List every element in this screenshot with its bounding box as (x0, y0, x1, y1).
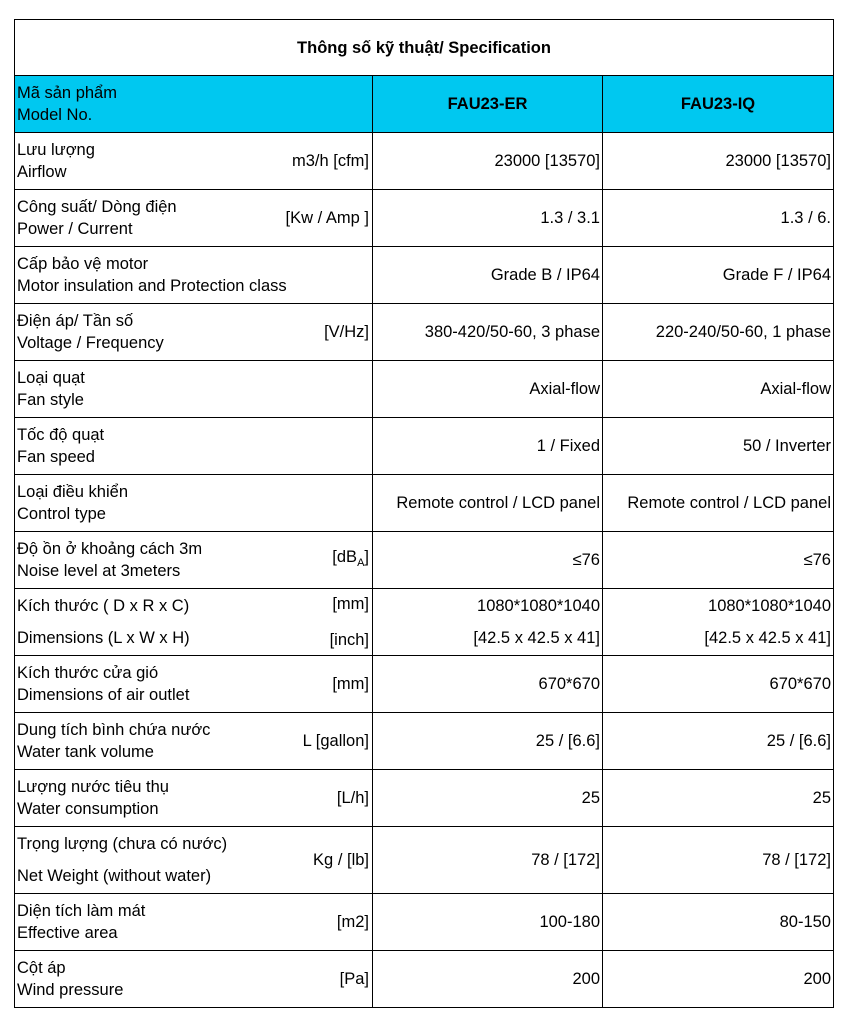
row-label (15, 475, 373, 532)
value-model-2: Axial-flow (603, 361, 834, 418)
row-label (15, 589, 373, 656)
label-vi: Loại quạt (17, 369, 85, 387)
table-row (15, 475, 834, 532)
label-en: Airflow (17, 163, 67, 181)
value-model-2: 25 (603, 770, 834, 827)
row-label (15, 656, 373, 713)
label-en: Water tank volume (17, 743, 154, 761)
value-model-1: 100-180 (373, 894, 603, 951)
label-vi: Cột áp (17, 959, 66, 977)
row-label (15, 361, 373, 418)
table-row (15, 304, 834, 361)
row-label (15, 532, 373, 589)
label-en: Dimensions (L x W x H) (17, 629, 190, 647)
value-model-1: 1.3 / 3.1 (373, 190, 603, 247)
row-label (15, 770, 373, 827)
label-vi: Lượng nước tiêu thụ (17, 778, 169, 796)
label-vi: Công suất/ Dòng điện (17, 198, 177, 216)
unit: L [gallon] (302, 732, 369, 750)
value-model-2: 50 / Inverter (603, 418, 834, 475)
header-row (15, 76, 834, 133)
value-model-2: 670*670 (603, 656, 834, 713)
value-model-1: ≤76 (373, 532, 603, 589)
table-row (15, 133, 834, 190)
label-en: Net Weight (without water) (17, 867, 212, 885)
label-en: Water consumption (17, 800, 159, 818)
value-model-2: 200 (603, 951, 834, 1008)
table-row (15, 656, 834, 713)
table-row (15, 589, 834, 656)
value-model-1: 25 (373, 770, 603, 827)
value-model-1: 25 / [6.6] (373, 713, 603, 770)
value-model-2: 25 / [6.6] (603, 713, 834, 770)
value-model-2: 23000 [13570] (603, 133, 834, 190)
label-vi: Diện tích làm mát (17, 902, 146, 920)
unit: [V/Hz] (324, 323, 369, 341)
value-model-2 (603, 589, 834, 656)
unit-mm: [mm] (332, 595, 369, 613)
label-en: Dimensions of air outlet (17, 686, 190, 704)
value-mm: 1080*1080*1040 (708, 597, 831, 615)
unit: [L/h] (336, 789, 369, 807)
label-vi: Điện áp/ Tần số (17, 312, 134, 330)
model-label-cell (15, 76, 373, 133)
label-en: Fan style (17, 391, 84, 409)
value-model-2: 1.3 / 6. (603, 190, 834, 247)
unit-base: [dB (332, 547, 358, 566)
table-row (15, 247, 834, 304)
label-vi: Lưu lượng (17, 141, 95, 159)
unit: Kg / [lb] (313, 851, 369, 869)
label-en: Voltage / Frequency (17, 334, 164, 352)
unit-end: ] (364, 547, 369, 566)
unit: [mm] (332, 675, 369, 693)
table-title: Thông số kỹ thuật/ Specification (15, 20, 834, 76)
label-vi: Độ ồn ở khoảng cách 3m (17, 540, 203, 558)
unit-subscript: A (357, 557, 365, 570)
model-1: FAU23-ER (373, 76, 603, 133)
value-model-1: 1 / Fixed (373, 418, 603, 475)
unit: [Pa] (339, 970, 369, 988)
value-inch: [42.5 x 42.5 x 41] (704, 629, 831, 647)
value-model-1: 200 (373, 951, 603, 1008)
row-label (15, 713, 373, 770)
value-model-1: 78 / [172] (373, 827, 603, 894)
value-model-1: 670*670 (373, 656, 603, 713)
table-row (15, 770, 834, 827)
table-row (15, 951, 834, 1008)
label-vi: Kích thước cửa gió (17, 664, 159, 682)
label-vi: Kích thước ( D x R x C) (17, 597, 190, 615)
unit-inch: [inch] (329, 631, 369, 649)
label-vi: Loại điều khiển (17, 483, 129, 501)
table-row (15, 361, 834, 418)
value-mm: 1080*1080*1040 (477, 597, 600, 615)
row-label (15, 418, 373, 475)
label-en: Motor insulation and Protection class (17, 277, 287, 295)
table-row (15, 418, 834, 475)
label-vi: Dung tích bình chứa nước (17, 721, 211, 739)
value-model-1: 380-420/50-60, 3 phase (373, 304, 603, 361)
value-model-1: Grade B / IP64 (373, 247, 603, 304)
row-label (15, 247, 373, 304)
value-model-1: 23000 [13570] (373, 133, 603, 190)
row-label (15, 133, 373, 190)
label-en: Control type (17, 505, 106, 523)
unit: m3/h [cfm] (291, 152, 369, 170)
value-model-2: Grade F / IP64 (603, 247, 834, 304)
table-row (15, 894, 834, 951)
value-model-2: Remote control / LCD panel (603, 475, 834, 532)
value-model-1: Remote control / LCD panel (373, 475, 603, 532)
value-model-1 (373, 589, 603, 656)
model-label-en: Model No. (17, 106, 93, 124)
table-row (15, 190, 834, 247)
model-2: FAU23-IQ (603, 76, 834, 133)
label-vi: Cấp bảo vệ motor (17, 255, 149, 273)
value-model-1: Axial-flow (373, 361, 603, 418)
label-vi: Trọng lượng (chưa có nước) (17, 835, 228, 853)
row-label (15, 304, 373, 361)
specification-table (14, 19, 834, 1008)
value-model-2: 80-150 (603, 894, 834, 951)
label-en: Power / Current (17, 220, 133, 238)
label-en: Fan speed (17, 448, 95, 466)
label-en: Effective area (17, 924, 118, 942)
label-en: Wind pressure (17, 981, 124, 999)
unit: [Kw / Amp ] (285, 209, 369, 227)
label-en: Noise level at 3meters (17, 562, 181, 580)
unit (332, 546, 369, 574)
value-inch: [42.5 x 42.5 x 41] (473, 629, 600, 647)
row-label (15, 951, 373, 1008)
row-label (15, 190, 373, 247)
row-label (15, 894, 373, 951)
value-model-2: 78 / [172] (603, 827, 834, 894)
label-vi: Tốc độ quạt (17, 426, 105, 444)
table-row (15, 713, 834, 770)
model-label-vi: Mã sản phẩm (17, 84, 117, 102)
table-row (15, 532, 834, 589)
unit: [m2] (336, 913, 369, 931)
row-label (15, 827, 373, 894)
value-model-2: ≤76 (603, 532, 834, 589)
table-row (15, 827, 834, 894)
value-model-2: 220-240/50-60, 1 phase (603, 304, 834, 361)
